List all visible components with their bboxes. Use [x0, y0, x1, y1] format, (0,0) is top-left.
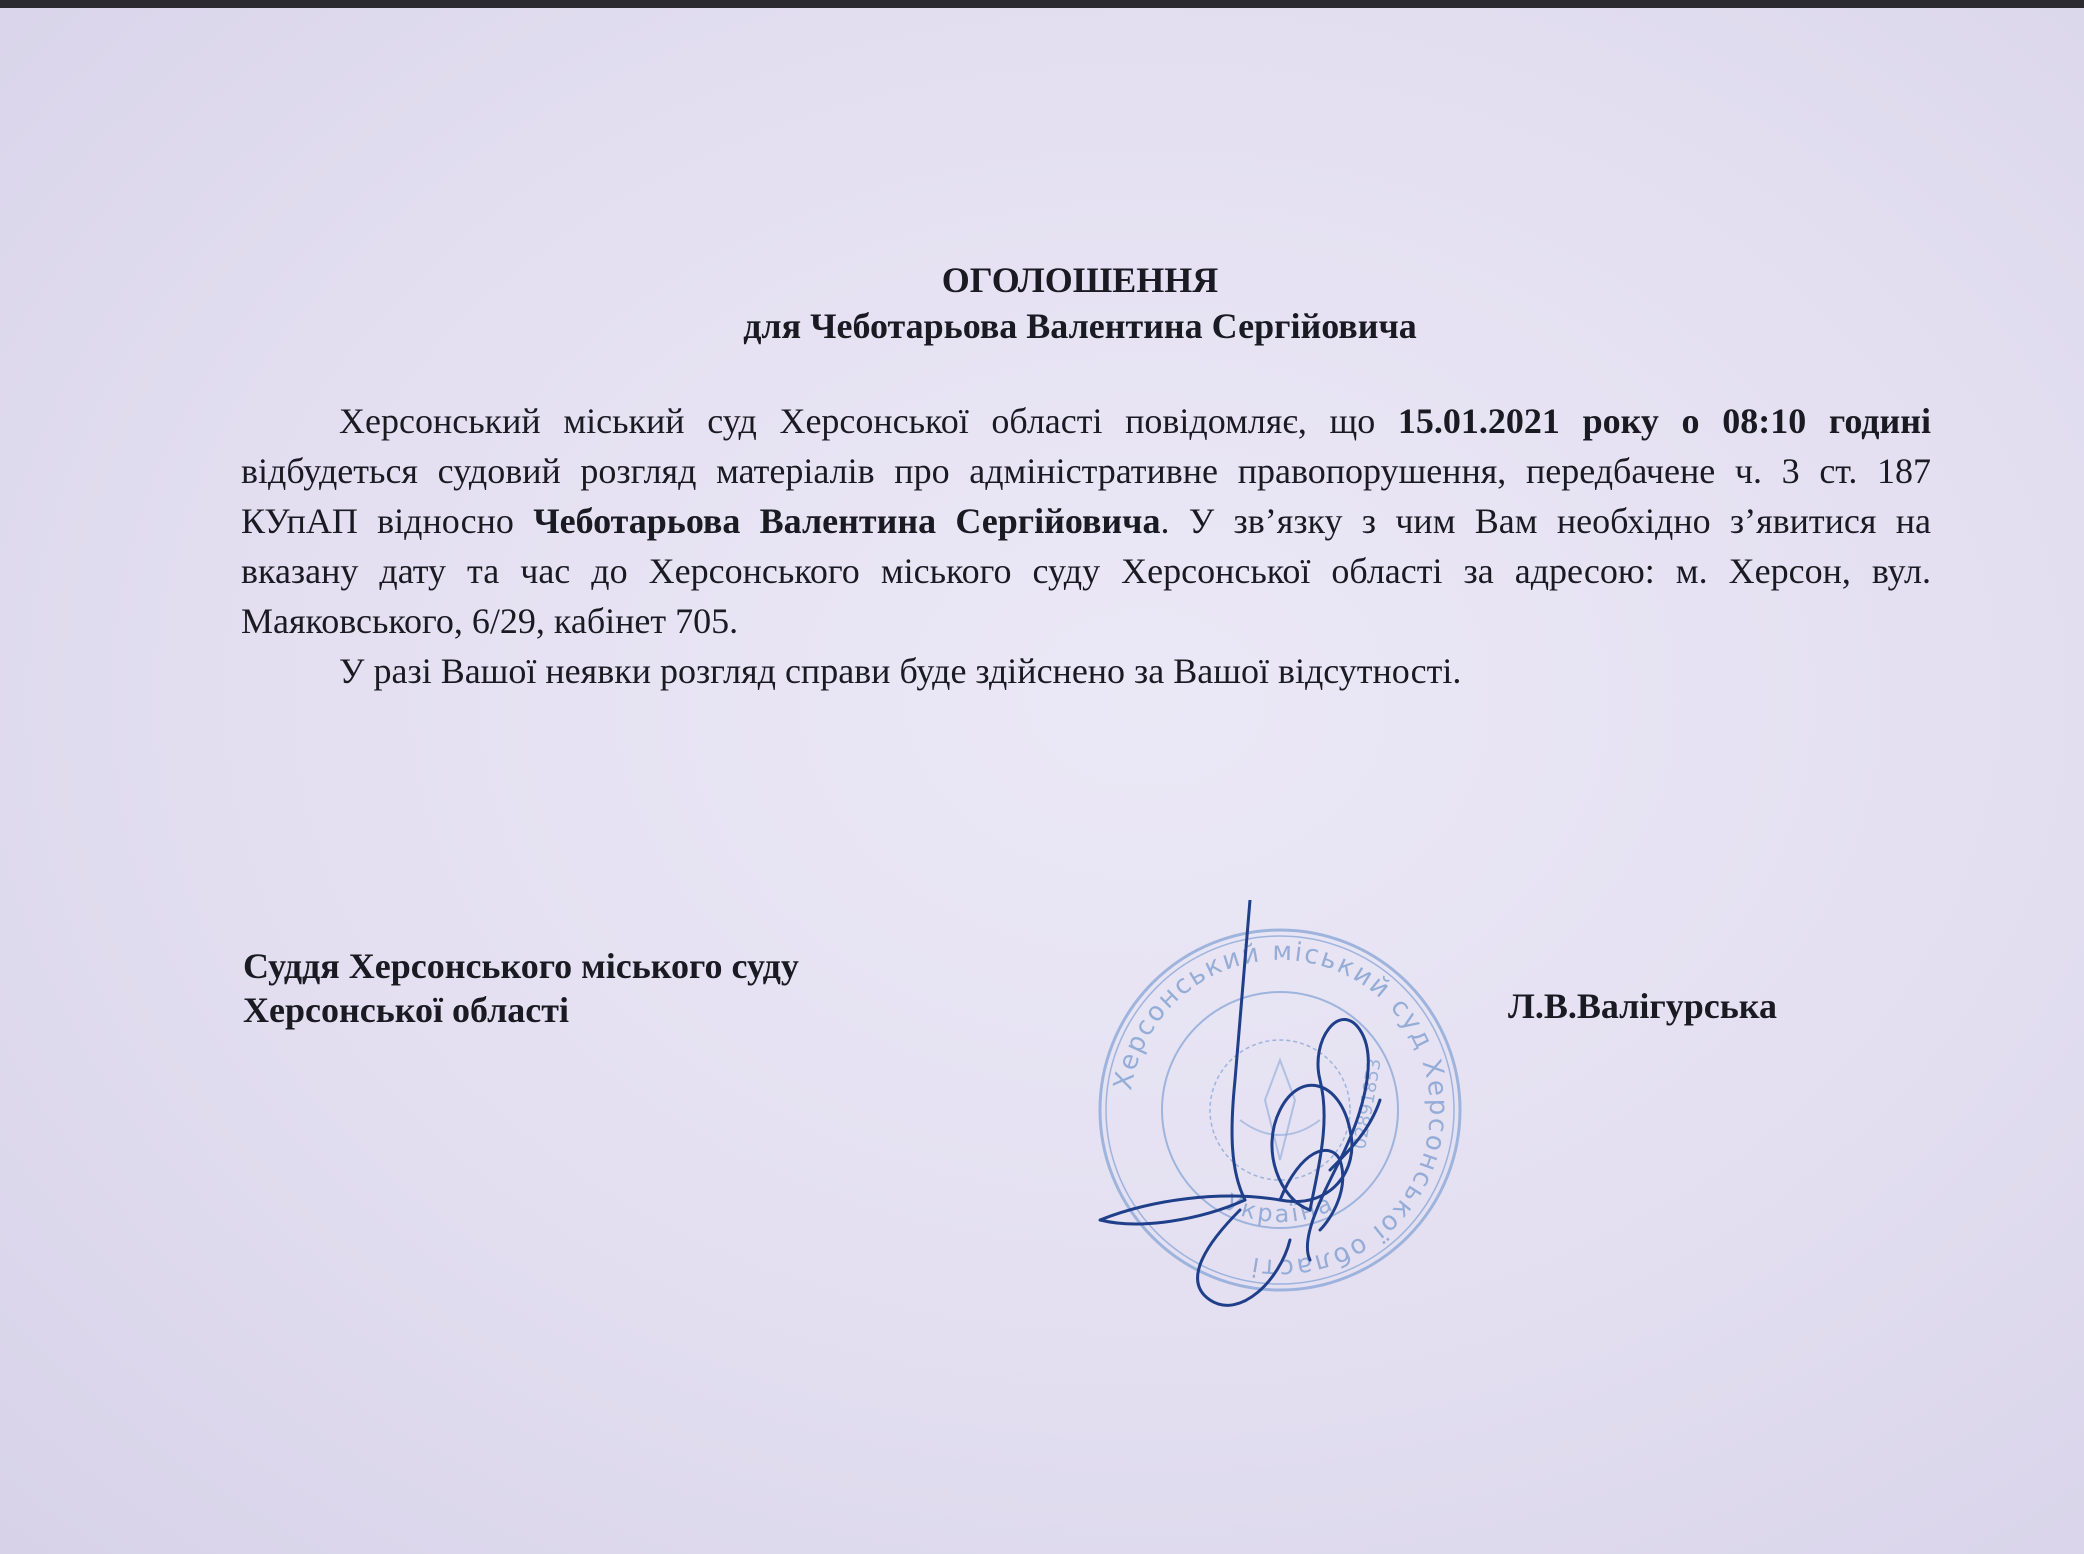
court-seal-stamp — [1080, 900, 1480, 1320]
judge-position-line-2: Херсонської області — [243, 990, 569, 1030]
judge-position — [243, 944, 799, 1032]
announcement-paragraph-1 — [241, 396, 1931, 646]
document-subtitle: для Чеботарьова Валентина Сергійовича — [743, 306, 1417, 346]
p1-text-a: Херсонський міський суд Херсонської області повідомляє, що — [339, 401, 1398, 441]
announcement-body — [241, 396, 1931, 696]
page-top-edge — [0, 0, 2084, 8]
judge-name: Л.В.Валігурська — [1508, 986, 1777, 1026]
seal-code: 02891853 — [1349, 1056, 1386, 1151]
hearing-datetime: 15.01.2021 року о 08:10 годині — [1397, 401, 1931, 441]
p1-text-c: . У зв’язку з чим Вам необхідно з’явитися на вказану дату та час до Херсонського міського суду Херсонської області за адресою: м. Херсон, вул. Маяковського, 6/29, кабінет 705. — [241, 501, 1931, 641]
seal-bottom-text — [1221, 1188, 1339, 1228]
seal-ring-text-path: Херсонський міський суд Херсонської області — [1108, 936, 1454, 1284]
defendant-name: Чеботарьова Валентина Сергійовича — [533, 501, 1161, 541]
p1-text-b: відбудеться судовий розгляд матеріалів про адміністративне правопорушення, передбачене ч. 3 ст. 187 КУпАП відносно — [241, 451, 1931, 541]
judge-position-line-1: Суддя Херсонського міського суду — [243, 946, 799, 986]
announcement-paragraph-2: У разі Вашої неявки розгляд справи буде здійснено за Вашої відсутності. — [339, 651, 1462, 691]
seal-bottom-text-path: Україна — [1221, 1188, 1339, 1229]
document-title: ОГОЛОШЕННЯ — [941, 260, 1219, 300]
